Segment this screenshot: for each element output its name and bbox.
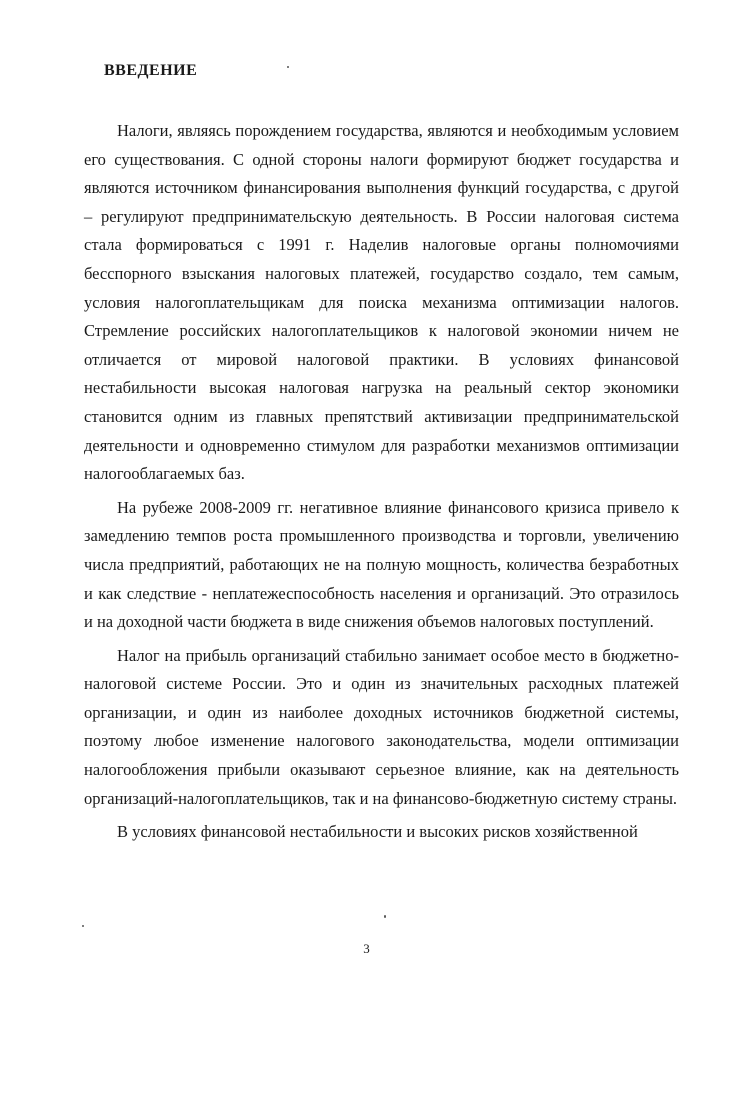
body-text <box>84 117 679 847</box>
paragraph-2: На рубеже 2008-2009 гг. негативное влияние финансового кризиса привело к замедлению темпов роста промышленного производства и торговли, увеличению числа предприятий, работающих не на полную мощность, количества безработных и как следствие - неплатежеспособность населения и организаций. Это отразилось и на доходной части бюджета в виде снижения объемов налоговых поступлений. <box>84 497 679 632</box>
scan-speck <box>82 925 84 927</box>
paragraph-3: Налог на прибыль организаций стабильно занимает особое место в бюджетно-налоговой системе России. Это и один из значительных расходных платежей организации, и один из наиболее доходных источников бюджетной системы, поэтому любое изменение налогового законодательства, модели оптимизации налогообложения прибыли оказывают серьезное влияние, как на деятельность организаций-налогоплательщиков, так и на финансово-бюджетную систему страны. <box>84 645 679 808</box>
scan-speck <box>287 66 289 68</box>
paragraph-1: Налоги, являясь порождением государства, являются и необходимым условием его существования. С одной стороны налоги формируют бюджет государства и являются источником финансирования выполнения функций государства, с другой – регулируют предпринимательскую деятельность. В России налоговая система стала формироваться с 1991 г. Наделив налоговые органы полномочиями бесспорного взыскания налоговых платежей, государство создало, тем самым, условия налогоплательщикам для поиска механизма оптимизации налогов. Стремление российских налогоплательщиков к налоговой экономии ничем не отличается от мировой налоговой практики. В условиях финансовой нестабильности высокая налоговая нагрузка на реальный сектор экономики становится одним из главных препятствий активизации предпринимательской деятельности и одновременно стимулом для разработки механизмов оптимизации налогооблагаемых баз. <box>84 121 679 484</box>
paragraph-4: В условиях финансовой нестабильности и высоких рисков хозяйственной <box>117 822 638 842</box>
section-heading: ВВЕДЕНИЕ <box>104 62 198 79</box>
scan-speck <box>384 915 386 918</box>
page-number: 3 <box>363 941 370 956</box>
